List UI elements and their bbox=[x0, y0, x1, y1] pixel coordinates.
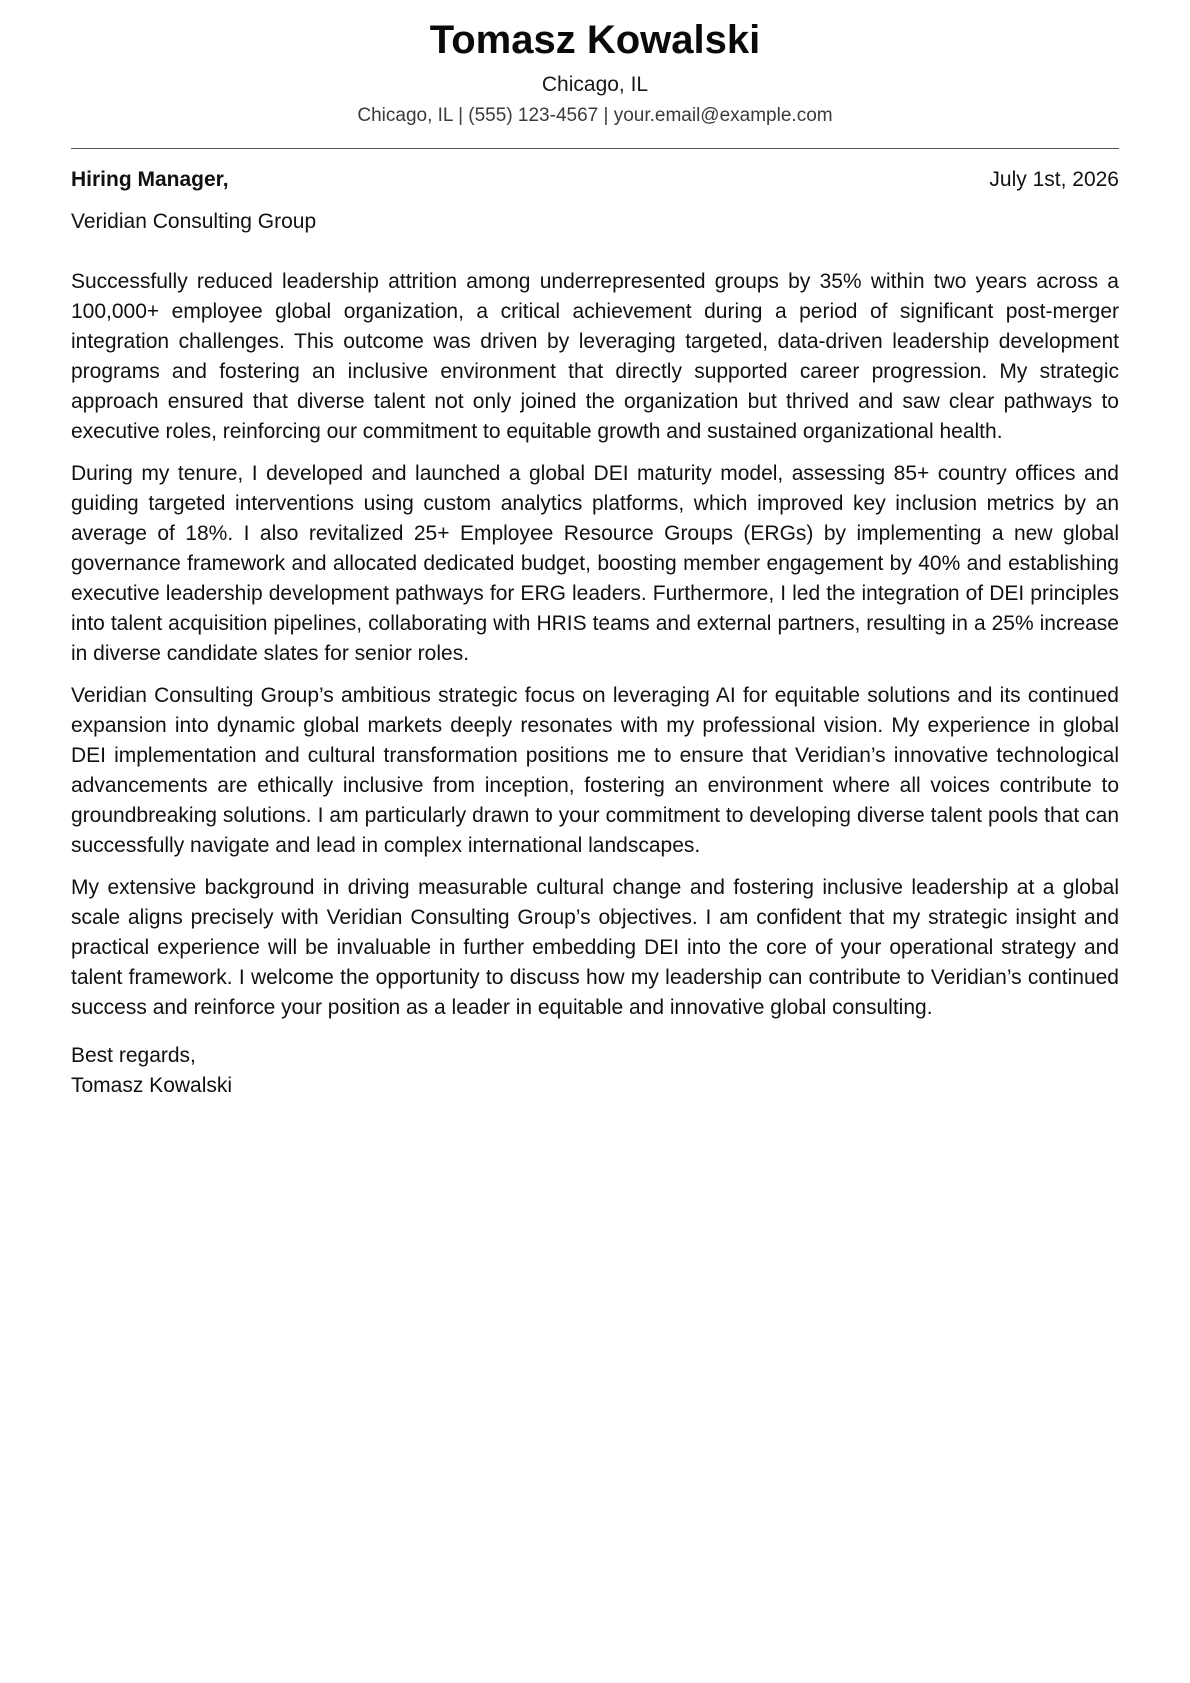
signature-name: Tomasz Kowalski bbox=[71, 1074, 233, 1097]
header-divider bbox=[71, 148, 1119, 149]
letter-date: July 1st, 2026 bbox=[989, 168, 1119, 191]
letter-closing bbox=[71, 1041, 1119, 1101]
sender-contact-line: Chicago, IL | (555) 123-4567 | your.email@example.com bbox=[357, 105, 833, 126]
sender-location: Chicago, IL bbox=[541, 73, 649, 96]
sender-name: Tomasz Kowalski bbox=[429, 18, 761, 62]
recipient-salutation: Hiring Manager, bbox=[71, 168, 229, 191]
letter-header bbox=[71, 0, 1119, 130]
recipient-row bbox=[71, 165, 1119, 195]
body-paragraph-2: During my tenure, I developed and launched a global DEI maturity model, assessing 85+ country offices and guiding targeted interventions using custom analytics platforms, which improved key inclusion metrics by an average of 18%. I also revitalized 25+ Employee Resource Groups (ERGs) by implementing a new global governance framework and allocated dedicated budget, boosting member engagement by 40% and establishing executive leadership development pathways for ERG leaders. Furthermore, I led the integration of DEI principles into talent acquisition pipelines, collaborating with HRIS teams and external partners, resulting in a 25% increase in diverse candidate slates for senior roles. bbox=[71, 462, 1119, 665]
valediction: Best regards, bbox=[71, 1044, 196, 1067]
letter-body bbox=[71, 267, 1119, 1023]
body-paragraph-4: My extensive background in driving measurable cultural change and fostering inclusive leadership at a global scale aligns precisely with Veridian Consulting Group’s objectives. I am confident that my strategic insight and practical experience will be invaluable in further embedding DEI into the core of your operational strategy and talent framework. I welcome the opportunity to discuss how my leadership can contribute to Veridian’s continued success and reinforce your position as a leader in equitable and innovative global consulting. bbox=[71, 876, 1119, 1019]
body-paragraph-3: Veridian Consulting Group’s ambitious strategic focus on leveraging AI for equitable solutions and its continued expansion into dynamic global markets deeply resonates with my professional vision. My experience in global DEI implementation and cultural transformation positions me to ensure that Veridian’s innovative technological advancements are ethically inclusive from inception, fostering an environment where all voices contribute to groundbreaking solutions. I am particularly drawn to your commitment to developing diverse talent pools that can successfully navigate and lead in complex international landscapes. bbox=[71, 684, 1119, 857]
recipient-company: Veridian Consulting Group bbox=[71, 210, 317, 233]
body-paragraph-1: Successfully reduced leadership attrition among underrepresented groups by 35% within two years across a 100,000+ employee global organization, a critical achievement during a period of significant post-merger integration challenges. This outcome was driven by leveraging targeted, data-driven leadership development programs and fostering an inclusive environment that directly supported career progression. My strategic approach ensured that diverse talent not only joined the organization but thrived and saw clear pathways to executive roles, reinforcing our commitment to equitable growth and sustained organizational health. bbox=[71, 270, 1119, 443]
